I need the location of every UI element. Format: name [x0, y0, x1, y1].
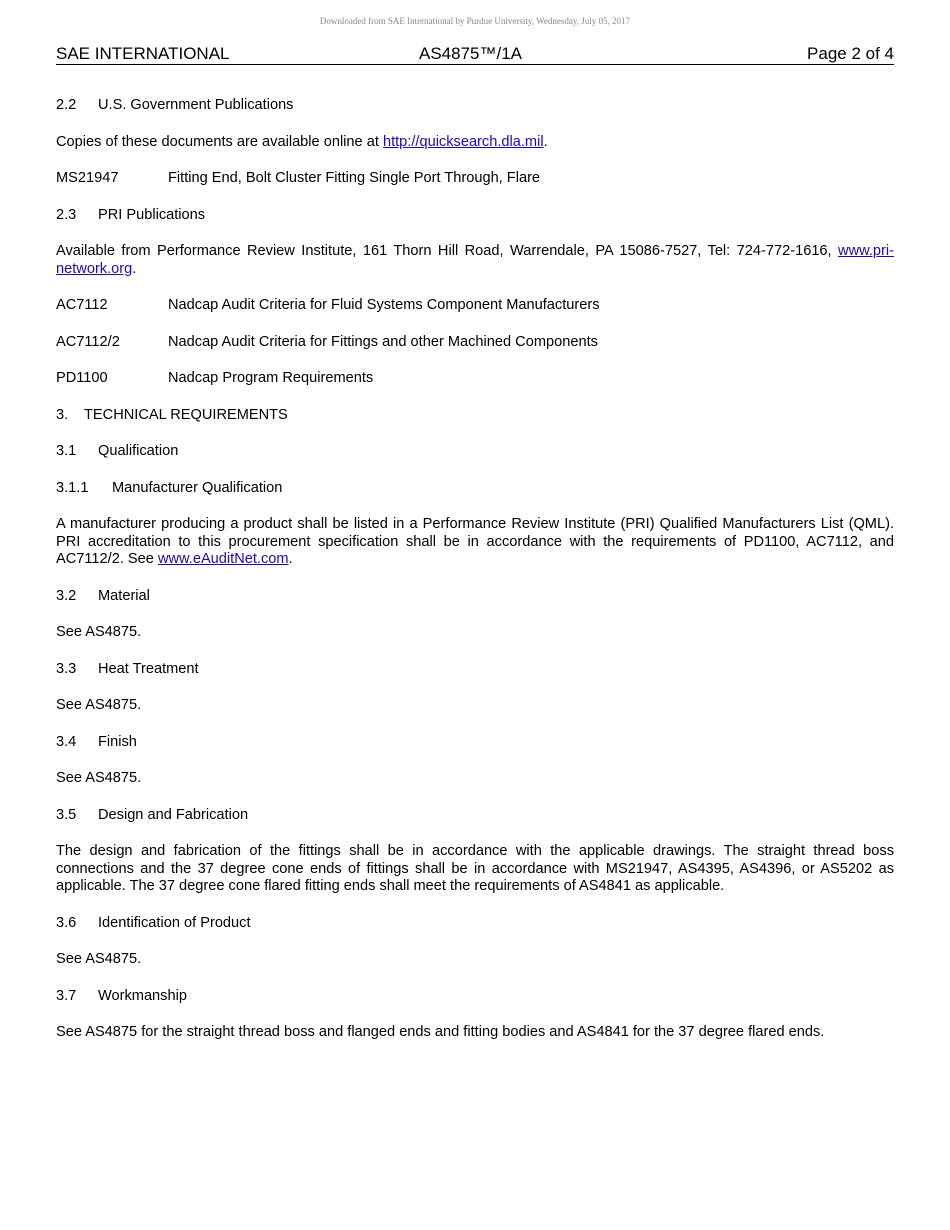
- header-org: SAE INTERNATIONAL: [56, 44, 230, 63]
- page-header: [56, 44, 894, 65]
- finish-paragraph: See AS4875.: [56, 770, 142, 786]
- reference-ac7112: AC7112 Nadcap Audit Criteria for Fluid Systems Component Manufacturers: [56, 297, 600, 313]
- material-paragraph: See AS4875.: [56, 624, 142, 640]
- section-heading-3: 3. TECHNICAL REQUIREMENTS: [56, 406, 288, 423]
- section-heading-3-1: 3.1 Qualification: [56, 443, 179, 459]
- pri-availability-paragraph: Available from Performance Review Institute, 161 Thorn Hill Road, Warrendale, PA 15086-7527, Tel: 724-772-1616, www.pri-network.org.: [56, 243, 894, 277]
- download-watermark: Downloaded from SAE International by Purdue University, Wednesday, July 05, 2017: [319, 16, 631, 26]
- eauditnet-link[interactable]: www.eAuditNet.com: [157, 551, 289, 567]
- section-heading-3-4: 3.4 Finish: [56, 733, 137, 750]
- section-heading-3-3: 3.3 Heat Treatment: [56, 660, 199, 677]
- heat-treatment-paragraph: See AS4875.: [56, 697, 142, 713]
- section-heading-3-5: 3.5 Design and Fabrication: [56, 806, 249, 823]
- design-fabrication-paragraph: The design and fabrication of the fittings shall be in accordance with the applicable drawings. The straight thread boss connections and the 37 degree cone ends of fittings shall be in accordance with MS21947, AS4395, AS4396, or AS5202 as applicable. The 37 degree cone flared fitting ends shall meet the requirements of AS4841 as applicable.: [56, 843, 894, 894]
- reference-pd1100: PD1100 Nadcap Program Requirements: [56, 370, 374, 386]
- section-heading-2-2: 2.2 U.S. Government Publications: [56, 97, 294, 113]
- workmanship-paragraph: See AS4875 for the straight thread boss and flanged ends and fitting bodies and AS4841 for the 37 degree flared ends.: [56, 1024, 825, 1040]
- section-heading-2-3: 2.3 PRI Publications: [56, 206, 206, 223]
- pri-network-link[interactable]: www.pri-network.org: [56, 243, 894, 277]
- section-heading-3-1-1: 3.1.1 Manufacturer Qualification: [56, 479, 283, 496]
- identification-paragraph: See AS4875.: [56, 951, 142, 967]
- quicksearch-link[interactable]: http://quicksearch.dla.mil: [382, 133, 544, 150]
- reference-ac7112-2: AC7112/2 Nadcap Audit Criteria for Fittings and other Machined Components: [56, 333, 598, 350]
- document-body: [56, 97, 894, 1042]
- header-doc-id: AS4875™/1A: [419, 44, 523, 63]
- section-heading-3-6: 3.6 Identification of Product: [56, 914, 251, 931]
- copies-paragraph: Copies of these documents are available online at http://quicksearch.dla.mil.: [56, 133, 548, 150]
- section-heading-3-2: 3.2 Material: [56, 587, 150, 604]
- reference-ms21947: MS21947 Fitting End, Bolt Cluster Fitting Single Port Through, Flare: [56, 170, 541, 186]
- manufacturer-qualification-paragraph: A manufacturer producing a product shall be listed in a Performance Review Institute (PRI) Qualified Manufacturers List (QML). PRI accreditation to this procurement specification shall be in accordance with the requirements of PD1100, AC7112, and AC7112/2. See www.eAuditNet.com.: [56, 516, 894, 567]
- header-page-number: Page 2 of 4: [807, 44, 894, 63]
- section-heading-3-7: 3.7 Workmanship: [56, 987, 187, 1004]
